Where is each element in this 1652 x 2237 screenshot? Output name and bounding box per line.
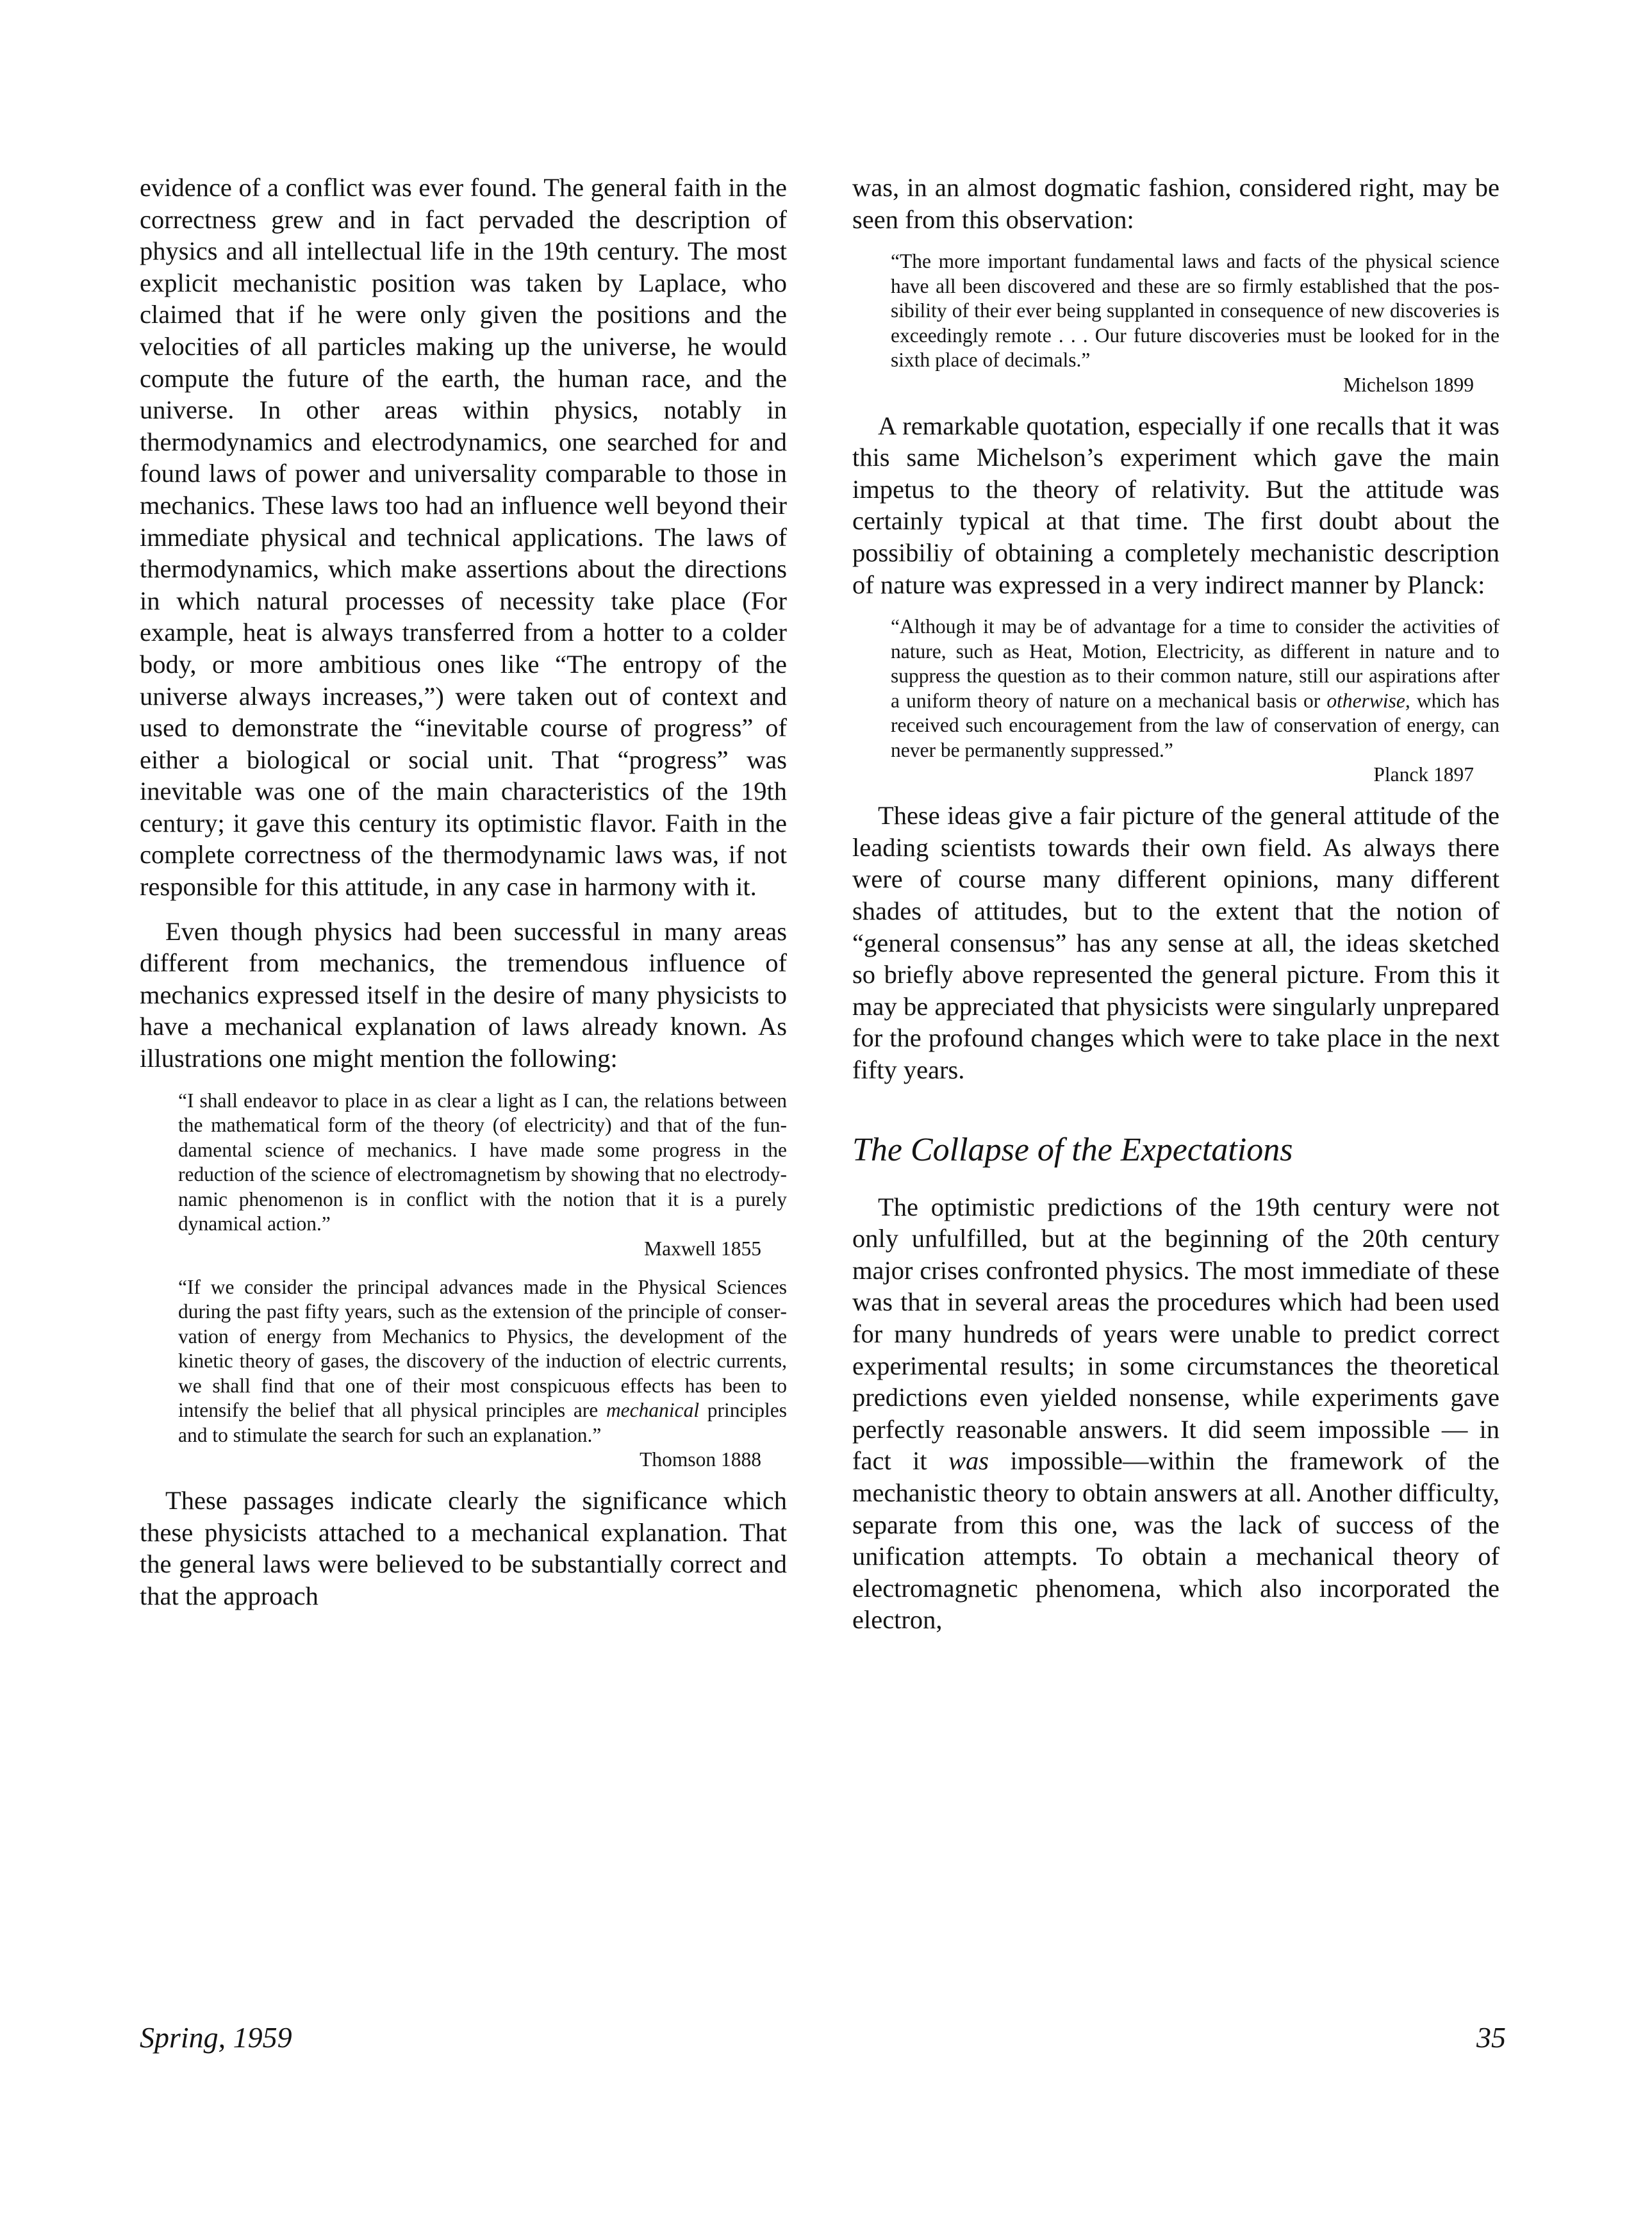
quote-attribution: Thomson 1888 [640,1448,761,1471]
quote-attribution: Michelson 1899 [1343,373,1474,396]
body-paragraph: A remarkable quotation, especially if one recalls that it was this same Michelson’s experiment which gave the main impetus to the theory of relativity. But the attitude was certainly typical at that time. The first doubt about the possibiliy of obtaining a completely mechanistic description of nature was expressed in a very indirect manner by Planck: [852,411,1499,599]
quote-text: “The more important fundamental laws and facts of the physical science have all been discovered and these are so firmly established that the possibility of their ever being supplanted in consequence of new discoveries is exceedingly remote . . . Our future discoveries must be looked for in the sixth place of decimals.” [891,250,1499,372]
block-quote-maxwell [140,1089,787,1261]
block-quote-thomson [140,1275,787,1473]
block-quote-michelson [852,249,1499,397]
emphasis-word: was [948,1446,989,1476]
quote-text-part: principles and to stimulate the search for such an explanation.” [178,1399,787,1446]
quote-emphasis: mechanical [606,1399,700,1422]
section-heading: The Collapse of the Expectations [852,1131,1293,1168]
body-paragraph: Even though physics had been successful in many areas different from mechanics, the tremendous influence of mechanics expressed itself in the desire of many physicists to have a mechanical explanation of laws already known. As illustrations one might mention the following: [140,916,787,1073]
quote-text [891,615,1499,763]
body-paragraph: These passages indicate clearly the significance which these physicists attached to a mechanical explanation. That the general laws were believed to be substantially correct and that the approach [140,1486,787,1610]
quote-attribution: Maxwell 1855 [644,1237,761,1260]
quote-text-part: “Although it may be of advantage for a time to consider the activities of nature, such as Heat, Motion, Electricity, as different in nature and to suppress the question as to their common nature, still our aspirations after a uniform theory of nature on a mechanical basis or [891,615,1499,712]
paragraph-part: impossible—within the framework of the mechanistic theory to obtain answers at all. Another difficulty, separate from this one, was the lack of success of the unification attempts. To obtain a mechanical theory of electromagnetic phenomena, which also incorporated the electron, [852,1446,1499,1635]
paragraph-part: The optimistic predictions of the 19th century were not only unfulfilled, but at the beginning of the 20th century major crises confronted physics. The most immediate of these was that in several areas the procedures which had been used for many hundreds of years were unable to predict correct experimental results; in some circumstances the theoretical predictions even yielded nonsense, while experiments gave perfectly reasonable answers. It did seem impossible — in fact it [852,1192,1499,1476]
quote-text-part: “If we consider the principal advances made in the Physical Sciences during the past fifty years, such as the extension of the principle of conservation of energy from Mechanics to Physics, the development of the kinetic theory of gases, the discovery of the induction of electric currents, we shall find that one of their most conspicuous effects has been to intensify the belief that all physical principles are [178,1275,787,1422]
body-paragraph [852,1191,1499,1636]
quote-text-part: which has received such encouragement from the law of conservation of energy, can never be permanently suppressed.” [891,689,1499,761]
body-paragraph: evidence of a conflict was ever found. The general faith in the correctness grew and in fact pervaded the description of physics and all intellectual life in the 19th century. The most explicit mechanistic position was taken by Laplace, who claimed that if he were only given the positions and the velocities of all particles making up the universe, he would compute the future of the earth, the human race, and the universe. In other areas within physics, notably in thermodynamics and electrodynamics, one searched for and found laws of power and universality comparable to those in mechanics. These laws too had an influence well beyond their immediate physical and technical applications. The laws of thermodynamics, which make assertions about the directions in which natural processes of necessity take place (For example, heat is always transferred from a hotter to a colder body, or more ambitious ones like “The entropy of the universe always increases,”) were taken out of context and used to demonstrate the “inevitable course of progress” of either a biological or social unit. That “progress” was inevitable was one of the main characteristics of the 19th century; it gave this century its optimistic flavor. Faith in the complete correctness of the thermodynamic laws was, if not responsible for this attitude, in any case in harmony with it. [140,173,787,902]
right-column [852,172,1499,1636]
quote-attribution: Planck 1897 [1373,763,1474,786]
quote-text: “I shall endeavor to place in as clear a light as I can, the relations between the mathematical form of the theory (of electricity) and that of the fundamental science of mechanics. I have made some progress in the reduction of the science of electromagnetism by showing that no electrodynamic phenomenon is in conflict with the notion that it is a purely dynamical action.” [178,1089,787,1235]
page-number: 35 [1476,2021,1506,2054]
body-paragraph: These ideas give a fair picture of the general attitude of the leading scientists towards their own field. As always there were of course many different opinions, many different shades of attitudes, but to the extent that the notion of “general consensus” has any sense at all, the ideas sketched so briefly above represented the general picture. From this it may be appreciated that physicists were singularly unprepared for the profound changes which were to take place in the next fifty years. [852,801,1499,1084]
body-paragraph: was, in an almost dogmatic fashion, considered right, may be seen from this observation: [852,173,1499,234]
quote-text [178,1275,787,1448]
footer-issue: Spring, 1959 [140,2021,292,2054]
block-quote-planck [852,615,1499,787]
left-column [140,172,787,1612]
quote-emphasis: otherwise, [1326,689,1410,712]
